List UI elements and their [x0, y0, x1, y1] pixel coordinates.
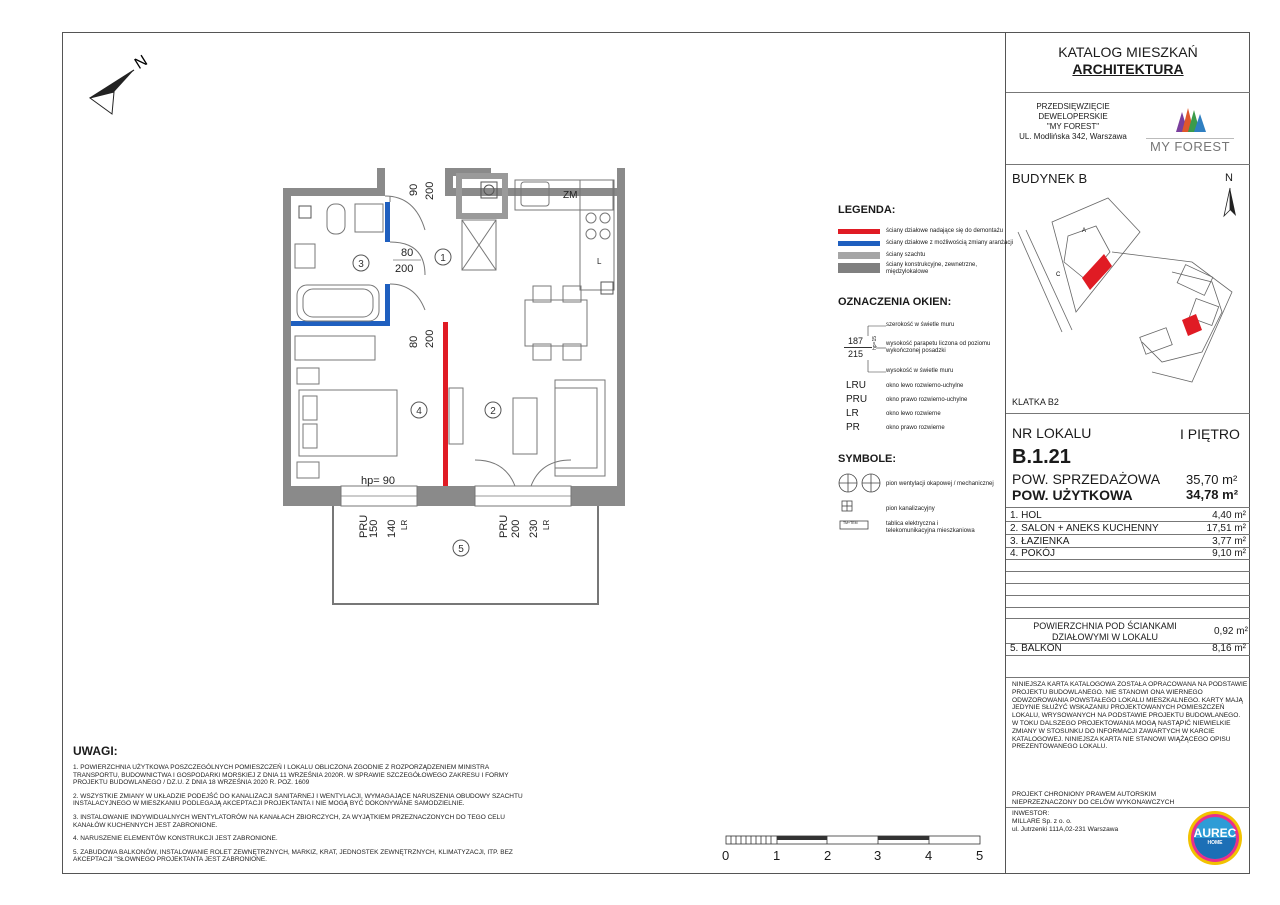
room-number-1: 1: [440, 253, 446, 264]
window-sample-side: hp=15: [872, 335, 878, 350]
title-block-divider: [1005, 32, 1006, 874]
window-sample-bottom: 215: [848, 349, 864, 359]
site-map: [1012, 192, 1248, 392]
developer-line-1: PRZEDSIĘWZIĘCIE: [1036, 102, 1110, 111]
blue-wall-3: [291, 321, 390, 326]
windows-title: OZNACZENIA OKIEN:: [838, 296, 952, 308]
room-row-1: [1010, 510, 1246, 521]
investor-2: MILLARE Sp. z o. o.: [1012, 817, 1072, 825]
scale-bar: [722, 832, 987, 848]
catalog-title: KATALOG MIESZKAŃ: [1058, 44, 1198, 60]
window-code-2-text: okno prawo rozwierno-uchylne: [886, 397, 968, 403]
hp-label: hp= 90: [361, 475, 395, 487]
room-value-1: 4,40 m²: [1212, 510, 1246, 521]
copyright: [1012, 791, 1174, 807]
door1-h: 200: [424, 181, 436, 200]
red-wall: [443, 322, 448, 486]
room-value-4: 9,10 m²: [1212, 548, 1246, 559]
window1-h: 140: [386, 519, 398, 538]
notes-list: [73, 764, 523, 870]
notes-title: UWAGI:: [73, 744, 118, 758]
window-code-2: PRU: [846, 394, 868, 405]
investor-3: ul. Jutrzenki 111A,02-231 Warszawa: [1012, 825, 1119, 833]
klatka-label: KLATKA B2: [1012, 397, 1059, 407]
balcony-row: [1010, 643, 1246, 654]
legend-swatch-blue: [838, 241, 880, 246]
note-4: 4. NARUSZENIE ELEMENTÓW KONSTRUKCJI JEST ZABRONIONE.: [73, 835, 278, 843]
myforest-logo-icon: [1170, 104, 1210, 136]
symbol-text-1: pion wentylacji okapowej / mechanicznej: [886, 481, 994, 487]
aurec-logo-text: AUREC: [1193, 826, 1237, 840]
aurec-logo-sub: HOME: [1207, 840, 1223, 846]
window-code-3: LR: [846, 408, 859, 419]
scale-label-0: 0: [722, 848, 730, 863]
scale-label-5: 5: [976, 848, 984, 863]
note-1: 1. POWIERZCHNIA UŻYTKOWA POSZCZEGÓLNYCH POMIESZCZEŃ I LOKALU OBLICZONA ZGODNIE Z ROZPORZĄDZENIEM MINISTRA TRANSPORTU, BUDOWNICTWA I GOSPODARKI MORSKIEJ Z DNIA 11 WRZEŚNIA 2020R. W SPRAWIE SZCZEGÓŁOWEGO ZAKRESU I FORMY PROJEKTU BUDOWLANEGO / DZ.U. Z DNIA 18 WRZEŚNIA 2020 R. POZ. 1609: [73, 764, 509, 787]
myforest-logo-text: MY FOREST: [1146, 138, 1234, 154]
blue-wall-1: [385, 202, 390, 242]
room-value-3: 3,77 m²: [1212, 536, 1246, 547]
window1-w: 150: [368, 519, 380, 538]
developer-info: [1008, 102, 1138, 142]
window-code-4-text: okno prawo rozwierne: [886, 425, 945, 431]
window-desc-1: szerokość w świetle muru: [886, 322, 955, 328]
room-label-1: 1. HOL: [1010, 510, 1042, 521]
blue-wall-2: [385, 284, 390, 324]
window-desc-3: wysokość w świetle muru: [886, 368, 954, 374]
legend-title: LEGENDA:: [838, 204, 896, 216]
legend-item-3: ściany szachtu: [886, 252, 926, 258]
symbols-title: SYMBOLE:: [838, 453, 897, 465]
door2-w: 80: [401, 247, 414, 259]
balcony-outline: [333, 498, 598, 604]
scale-label-2: 2: [824, 848, 832, 863]
room-number-4: 4: [416, 406, 422, 417]
partition-label-2: DZIAŁOWYMI W LOKALU: [1051, 632, 1158, 642]
room-value-2: 17,51 m²: [1206, 523, 1246, 534]
site-letter-c: C: [1056, 272, 1061, 278]
balcony-label: 5. BALKON: [1010, 643, 1062, 654]
unit-number: B.1.21: [1012, 446, 1071, 468]
room-label-4: 4. POKÓJ: [1010, 548, 1056, 559]
window-code-1-text: okno lewo rozwierno-uchylne: [886, 383, 964, 389]
symbol-tm-label: TM+TEM: [843, 521, 858, 525]
window-desc-2: wysokość parapetu liczona od poziomu wykończonej posadzki: [886, 341, 991, 354]
investor: [1012, 810, 1118, 833]
room-number-2: 2: [490, 406, 496, 417]
sales-area-value: 35,70 m²: [1186, 472, 1238, 487]
scale-label-1: 1: [773, 848, 781, 863]
site-letter-a: A: [1082, 228, 1087, 234]
window-sample-leaders: [858, 320, 888, 380]
window-code-4: PR: [846, 422, 860, 433]
sales-area-label: POW. SPRZEDAŻOWA: [1012, 471, 1161, 487]
investor-1: INWESTOR:: [1012, 810, 1050, 817]
window2-code: PRU: [498, 514, 510, 538]
balcony-value: 8,16 m²: [1212, 643, 1246, 654]
room-row-2: [1010, 523, 1246, 534]
unit-floor: I PIĘTRO: [1180, 426, 1240, 442]
catalog-subtitle: ARCHITEKTURA: [1072, 61, 1184, 77]
room-number-5: 5: [458, 544, 464, 555]
window1-code2: LR: [400, 519, 409, 530]
window-code-1: LRU: [846, 380, 867, 391]
room-row-4: [1010, 548, 1246, 559]
window-code-3-text: okno lewo rozwierne: [886, 411, 941, 417]
legend-item-2: ściany działowe z możliwością zmiany aranżacji: [886, 240, 1014, 246]
disclaimer: NINIEJSZA KARTA KATALOGOWA ZOSTAŁA OPRACOWANA NA PODSTAWIE PROJEKTU BUDOWLANEGO. NIE STANOWI ONA WIERNEGO ODWZOROWANIA POWSTAŁEGO LOKALU MIESZKALNEGO. KARTY MAJĄ JEDYNIE SŁUŻYĆ WSKAZANIU PROJEKTOWANYCH POMIESZCZEŃ LOKALU, WRYSOWANYCH NA PODSTAWIE PROJEKTU BUDOWLANEGO. W TOKU DALSZEGO PROJEKTOWANIA MOGĄ NASTĄPIĆ NIEWIELKIE ZMIANY W STOSUNKU DO INFORMACJI ZAWARTYCH W KARCIE KATALOGOWEJ. NINIEJSZA KARTA NIE STANOWI WIĄŻĄCEGO OPISU PREZENTOWANEGO LOKALU.: [1012, 681, 1248, 751]
copyright-1: PROJEKT CHRONIONY PRAWEM AUTORSKIM: [1012, 791, 1157, 798]
partition-label-1: POWIERZCHNIA POD ŚCIANKAMI: [1033, 621, 1177, 631]
l-label: L: [597, 257, 602, 266]
legend-item-1: ściany działowe nadające się do demontażu: [886, 228, 1004, 234]
room-row-3: [1010, 536, 1246, 547]
developer-line-2: DEWELOPERSKIE: [1038, 112, 1108, 121]
usable-area-label: POW. UŻYTKOWA: [1012, 487, 1133, 503]
developer-line-4: UL. Modlińska 342, Warszawa: [1019, 132, 1127, 141]
room-label-3: 3. ŁAZIENKA: [1010, 536, 1070, 547]
scale-label-4: 4: [925, 848, 933, 863]
room-label-2: 2. SALON + ANEKS KUCHENNY: [1010, 523, 1159, 534]
legend-swatch-red: [838, 229, 880, 234]
unit-nr-label: NR LOKALU: [1012, 425, 1092, 441]
window-sample-top: 187: [848, 336, 864, 346]
north-arrow-icon: [84, 52, 164, 122]
note-3: 3. INSTALOWANIE INDYWIDUALNYCH WENTYLATORÓW NA KANAŁACH ZBIORCZYCH, ZA WYJĄTKIEM PRZEZNACZONYCH DO TEGO CELU KANAŁÓW KUCHENNYCH JEST ZABRONIONE.: [73, 813, 505, 829]
room-number-3: 3: [358, 259, 364, 270]
symbol-text-3: tablica elektryczna i telekomunikacyjna mieszkaniowa: [886, 521, 975, 534]
north-arrow-label: N: [131, 52, 151, 73]
note-5: 5. ZABUDOWA BALKONÓW, INSTALOWANIE ROLET ZEWNĘTRZNYCH, MARKIZ, KRAT, JEDNOSTEK ZEWNĘTRZNYCH, KLIMATYZACJI, ITP. BEZ AKCEPTACJI "SŁOWNEGO PROJEKTANTA JEST ZABRONIONE.: [73, 848, 513, 864]
window1-code: PRU: [358, 514, 370, 538]
door1-w: 90: [408, 183, 420, 196]
note-2: 2. WSZYSTKIE ZMIANY W UKŁADZIE PODEJŚĆ DO KANALIZACJI SANITARNEJ I WENTYLACJI, WYMAGAJĄCE NARUSZENIA OBUDOWY SZACHTU INSTALACYJNEGO W MIESZKANIU PODLEGAJĄ AKCEPTACJI PROJEKTANTA I NIE MOGĄ BYĆ DOKONYWANE SAMODZIELNIE.: [73, 792, 523, 808]
window2-w: 200: [510, 519, 522, 538]
legend-item-4: ściany konstrukcyjne, zewnetrzne, międzylokalowe: [886, 262, 978, 275]
window2-h: 230: [528, 519, 540, 538]
site-north-label: N: [1225, 172, 1233, 184]
door2-h: 200: [395, 263, 414, 275]
building-label: BUDYNEK B: [1012, 171, 1088, 186]
window2-code2: LR: [542, 519, 551, 530]
symbol-text-2: pion kanalizacyjny: [886, 506, 935, 512]
scale-label-3: 3: [874, 848, 882, 863]
developer-line-3: "MY FOREST": [1046, 122, 1100, 131]
legend-swatch-gray: [838, 263, 880, 273]
copyright-2: NIEPRZEZNACZONY DO CELÓW WYKONAWCZYCH: [1012, 798, 1175, 806]
partition-label: [1020, 621, 1190, 643]
zm-label: ZM: [563, 190, 578, 201]
floor-plan: [275, 160, 655, 610]
partition-value: 0,92 m²: [1214, 626, 1248, 637]
usable-area-value: 34,78 m²: [1186, 487, 1239, 502]
structural-walls: [283, 168, 625, 506]
door3-w: 80: [408, 335, 420, 348]
door3-h: 200: [424, 329, 436, 348]
legend-swatch-lightgray: [838, 252, 880, 259]
